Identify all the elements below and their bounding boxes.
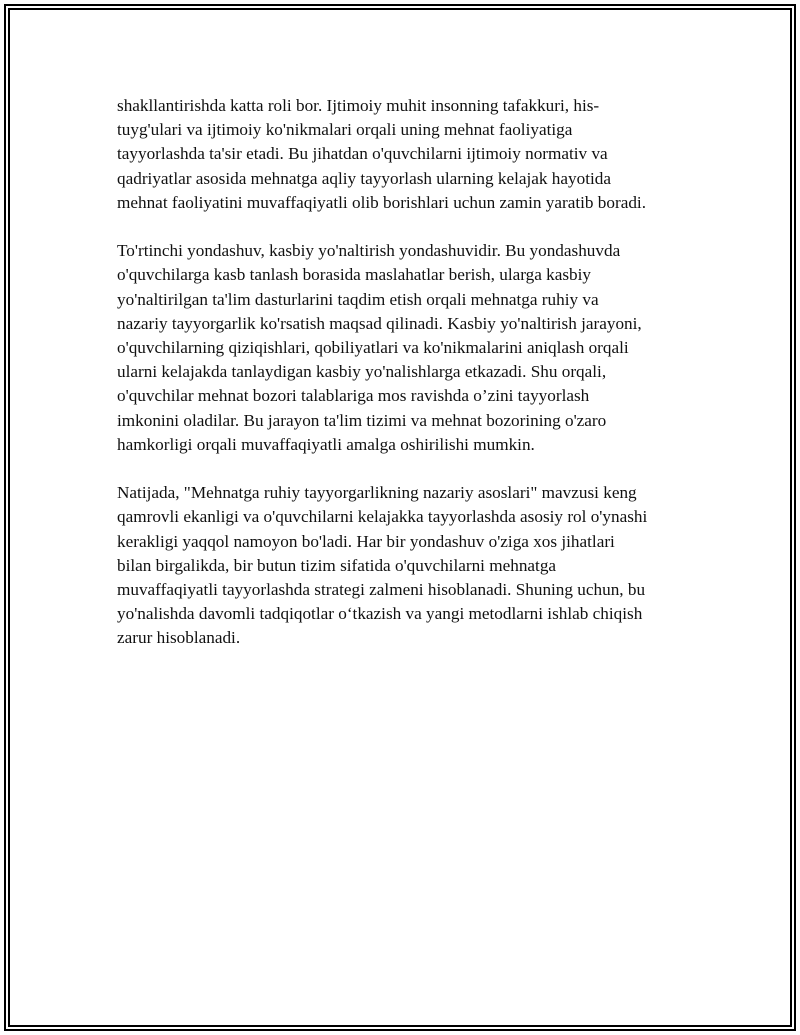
text-line: qadriyatlar asosida mehnatga aqliy tayyorlash ularning kelajak hayotida (117, 168, 611, 188)
text-line: muvaffaqiyatli tayyorlashda strategi zalmeni hisoblanadi. Shuning uchun, bu (117, 580, 646, 600)
document-body (117, 94, 697, 675)
text-line: mehnat faoliyatini muvaffaqiyatli olib borishlari uchun zamin yaratib boradi. (117, 192, 647, 212)
text-line: nazariy tayyorgarlik ko'rsatish maqsad qilinadi. Kasbiy yo'naltirish jarayoni, (117, 313, 642, 333)
text-line: ularni kelajakda tanlaydigan kasbiy yo'nalishlarga etkazadi. Shu orqali, (117, 362, 607, 382)
text-line: tayyorlashda ta'sir etadi. Bu jihatdan o'quvchilarni ijtimoiy normativ va (117, 144, 608, 164)
paragraph-2 (117, 239, 697, 457)
text-line: imkonini oladilar. Bu jarayon ta'lim tizimi va mehnat bozorining o'zaro (117, 410, 607, 430)
text-line: shakllantirishda katta roli bor. Ijtimoiy muhit insonning tafakkuri, his- (117, 96, 600, 115)
text-line: yo'nalishda davomli tadqiqotlar o‘tkazish va yangi metodlarni ishlab chiqish (117, 604, 643, 624)
text-line: o'quvchilarning qiziqishlari, qobiliyatlari va ko'nikmalarini aniqlash orqali (117, 338, 629, 358)
text-line: hamkorligi orqali muvaffaqiyatli amalga oshirilishi mumkin. (117, 434, 535, 454)
paragraph-3 (117, 481, 697, 650)
text-line: o'quvchilarga kasb tanlash borasida maslahatlar berish, ularga kasbiy (117, 265, 592, 285)
paragraph-1 (117, 94, 697, 215)
text-line: yo'naltirilgan ta'lim dasturlarini taqdim etish orqali mehnatga ruhiy va (117, 289, 599, 309)
text-line: kerakligi yaqqol namoyon bo'ladi. Har bir yondashuv o'ziga xos jihatlari (117, 531, 615, 551)
text-line: o'quvchilar mehnat bozori talablariga mos ravishda o’zini tayyorlash (117, 386, 590, 406)
text-line: qamrovli ekanligi va o'quvchilarni kelajakka tayyorlashda asosiy rol o'ynashi (117, 507, 648, 527)
text-line: bilan birgalikda, bir butun tizim sifatida o'quvchilarni mehnatga (117, 555, 557, 575)
text-line: Natijada, "Mehnatga ruhiy tayyorgarlikning nazariy asoslari" mavzusi keng (117, 483, 637, 503)
text-line: To'rtinchi yondashuv, kasbiy yo'naltirish yondashuvidir. Bu yondashuvda (117, 241, 621, 261)
text-line: zarur hisoblanadi. (117, 628, 241, 648)
text-line: tuyg'ulari va ijtimoiy ko'nikmalari orqali uning mehnat faoliyatiga (117, 120, 573, 140)
